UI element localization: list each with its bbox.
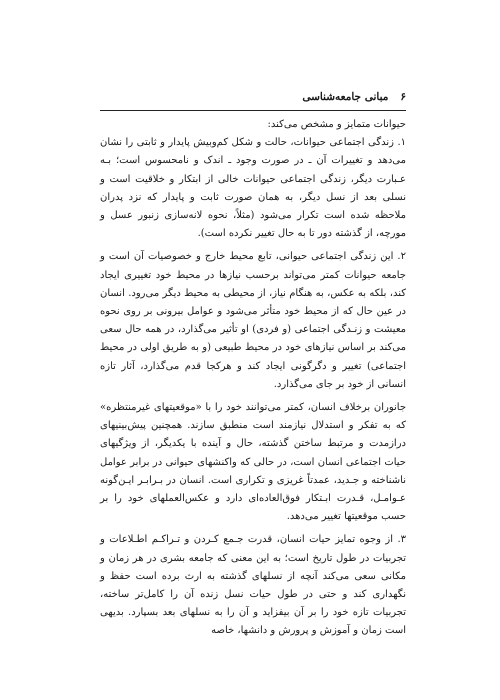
paragraph-2: ۲. این زندگی اجتماعی حیوانی، تابع محیط خارج و خصوصیات آن است و جامعه حیوانات کمتر می‌تواند برحسب نیازها در محیط خود تغییری ایجاد کند، بلکه به عکس، به هنگام نیاز، از محیطی به محیط دیگر می‌رود. انسان در عین حال که از محیط خود متأثر می‌شود و عوامل بیرونی بر روی نحوه معیشت و زنـدگی اجتماعی (و فردی) او تأثیر می‌گذارد، در همه حال سعی می‌کند بر اساس نیازهای خود در محیط طبیعی (و به طریق اولی در محیط اجتماعی) تغییر و دگرگونی ایجاد کند و هرکجا قدم می‌گذارد، آثار تازه انسانی از خود بر جای می‌گذارد. bbox=[100, 251, 406, 390]
paragraph-3: جانوران برخلاف انسان، کمتر می‌توانند خود را با «موقعیتهای غیرمنتظره» که به تفکر و استدلال نیازمند است منطبق سازند. همچنین پیش‌بینیهای درازمدت و مرتبط ساختن گذشته، حال و آینده با یکدیگر، از ویژگیهای حیات اجتماعی انسان است، در حالی که واکنشهای حیوانی در برابر عوامل ناشناخته و جـدید، عمدتاً غریزی و تکراری است. انسان در بـرابـر ایـن‌گونه عـوامـل، قـدرت ابـتکار فوق‌العاده‌ای دارد و عکس‌العملهای خود را بر حسب موقعیتها تغییر می‌دهد. bbox=[100, 402, 406, 523]
page-number: ۶ bbox=[400, 91, 406, 103]
paragraph-1: حیوانات متمایز و مشخص می‌کند: ۱. زندگی اجتماعی حیوانات، حالت و شکل کم‌وبیش پایدار و ثابتی را نشان می‌دهد و تغییرات آن ـ در صورت وجود ـ اندک و نامحسوس است؛ بـه عـبارت دیگر، زندگی اجتماعی حیوانات خالی از ابتکار و خلاقیت است و نسلی بعد از نسل دیگر، به همان صورت ثابت و پایدار که نزد پدران ملاحظه شده است تکرار می‌شود (مثلاً، نحوه لانه‌سازی زنبور عسل و مورچه، از گذشته دور تا به حال تغییر نکرده است). bbox=[100, 119, 406, 240]
running-title: مبانی جامعه‌شناسی bbox=[302, 91, 389, 103]
header-rule bbox=[100, 110, 406, 111]
running-header bbox=[100, 88, 406, 106]
page-body bbox=[100, 116, 406, 641]
paragraph-4: ۳. از وجوه تمایز حیات انسان، قدرت جـمع کـردن و تـراکـم اطـلاعات و تجربیات در طول تاریخ است؛ به این معنی که جامعه بشری در هر زمان و مکانی سعی می‌کند آنچه از نسلهای گذشته به ارث برده است حفظ و نگهداری کند و حتی در طول حیات نسل زنده آن را کامل‌تر ساخته، تجربیات تازه خود را بر آن بیفزاید و آن را به نسلهای بعد بسپارد. بدیهی است زمان و آموزش و پرورش و دانشها، خاصه bbox=[100, 534, 406, 637]
